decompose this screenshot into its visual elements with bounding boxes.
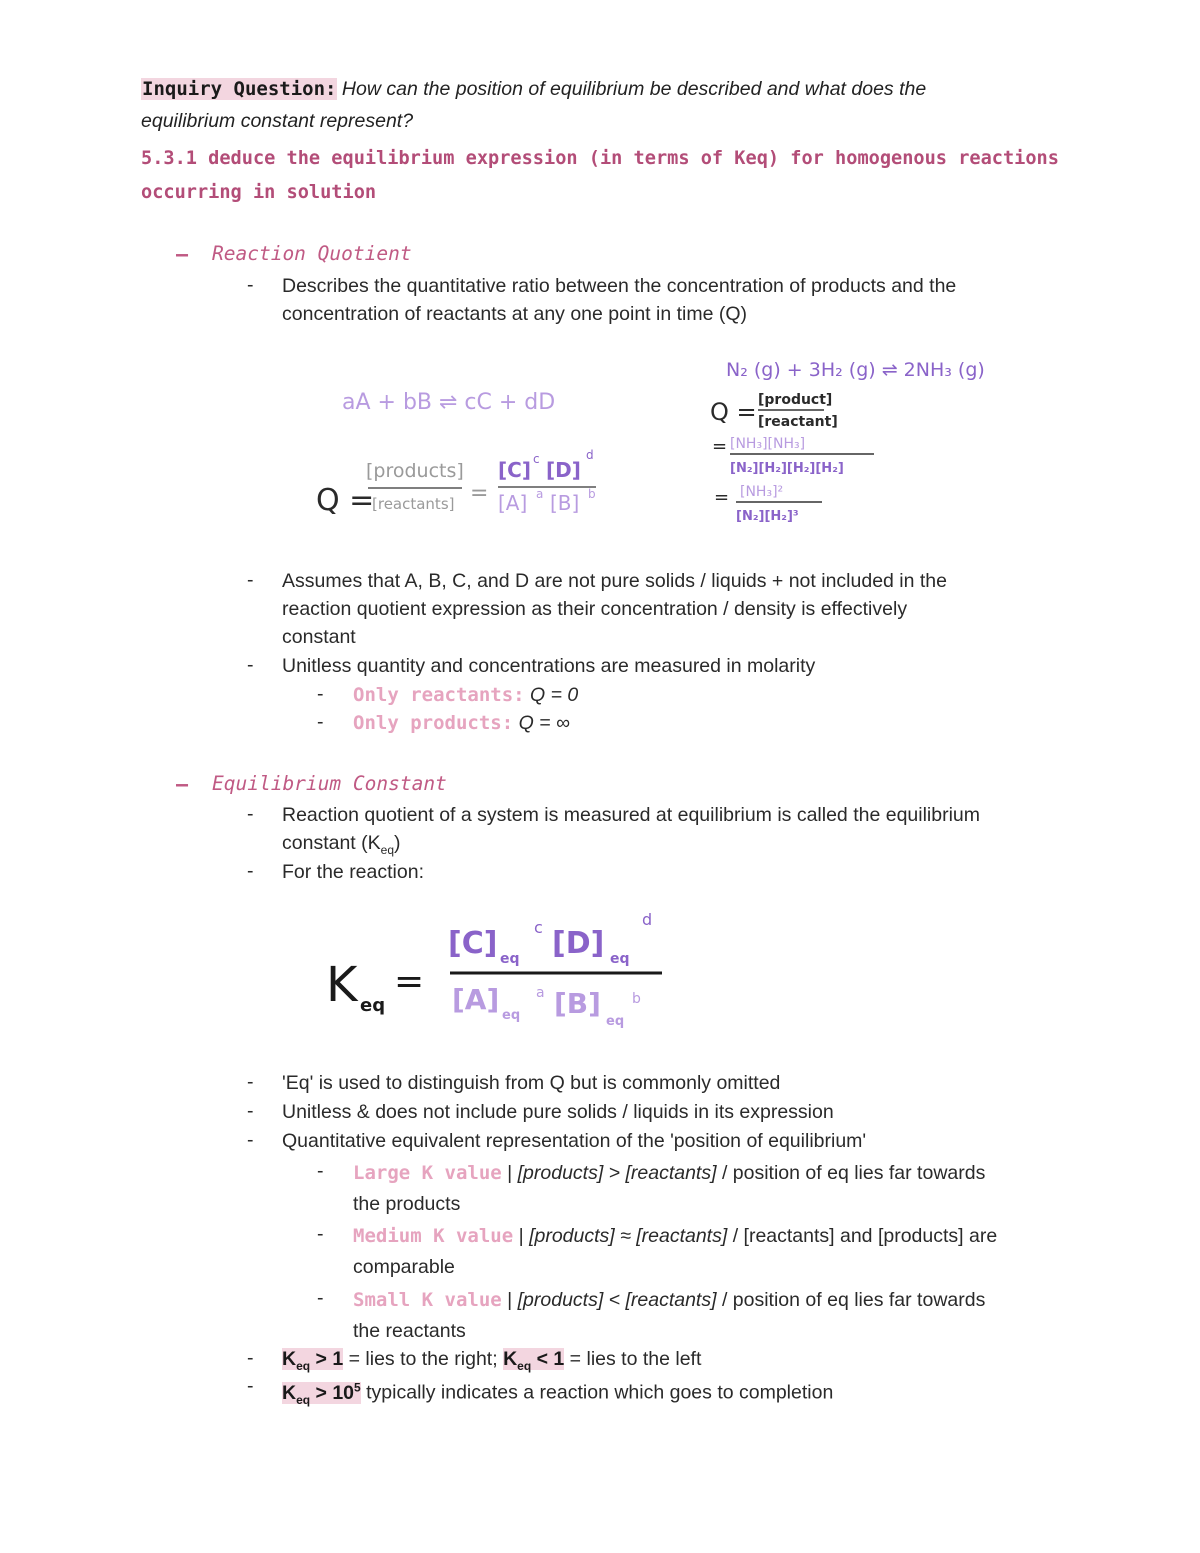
d-conc: [D] [546,458,581,482]
product-word: [product] [758,392,833,408]
large-k-rest: / position of eq lies far towards [716,1162,986,1184]
formula-d-exp: d [642,910,653,929]
reaction-quotient-heading [176,242,188,266]
for-reaction: For the reaction: [282,861,424,883]
bullet-dash: - [247,1100,254,1122]
reactants-word: [reactants] [372,495,455,513]
bullet-dash: - [247,803,254,825]
inquiry-question [141,74,1121,136]
bullet-dash: – [176,772,189,796]
general-reaction: aA + bB ⇌ cC + dD [342,390,556,415]
bullet-dash: - [247,1071,254,1093]
formula-b-sub: eq [606,1014,625,1029]
d-exp: d [586,448,594,462]
bullet-dash: – [176,242,189,266]
formula-d: [D] [552,926,605,961]
b-exp: b [588,487,596,501]
large-k-item: Large K value | [products] > [reactants] / position of eq lies far towards the products [353,1158,1073,1220]
rq-general-diagram [300,375,620,525]
only-products-value: Q = ∞ [518,712,570,734]
formula-a-sub: eq [502,1008,521,1023]
large-k-rest2: the products [353,1193,461,1215]
keq-k: K [326,957,358,1013]
quant-note: Quantitative equivalent representation of the 'position of equilibrium' [282,1130,867,1152]
bullet-dash: - [317,711,324,733]
bullet-dash: - [247,1347,254,1369]
bullet-dash: - [317,1160,324,1182]
small-k-relation: [products] < [reactants] [517,1289,717,1311]
inquiry-line2: equilibrium constant represent? [141,110,414,132]
only-reactants [353,681,578,709]
n2-h2-product: [N₂][H₂][H₂][H₂] [730,461,844,476]
formula-d-sub: eq [610,951,630,967]
medium-k-rest2: comparable [353,1256,455,1278]
large-k-label: Large K value [353,1162,502,1184]
keq-def-sub: eq [380,842,394,857]
bullet-dash: - [317,1223,324,1245]
bullet-dash: - [247,860,254,882]
equals-sign: = [470,481,489,506]
keq-gt-10-5: $K_{eq} > 10^5$ [282,1380,361,1407]
medium-k-label: Medium K value [353,1225,514,1247]
rq-unitless: Unitless quantity and concentrations are measured in molarity [282,655,816,677]
inquiry-label: Inquiry Question: [142,78,337,100]
formula-b: [B] [554,987,601,1020]
only-reactants-label: Only reactants: [353,684,525,706]
only-products [353,709,570,737]
b-conc: [B] [550,491,580,515]
bullet-dash: - [247,654,254,676]
only-reactants-value: Q = 0 [530,684,579,706]
formula-b-exp: b [632,991,641,1007]
keq-gt-1: $K_{eq} > 1$ [282,1348,344,1373]
rq-assumption [282,567,1082,651]
formula-c-exp: c [534,918,543,937]
keq-def-close: ) [394,832,401,854]
keq-sub: eq [360,995,386,1016]
formula-c: [C] [448,926,498,961]
c-conc: [C] [498,458,531,482]
keq-def-text: constant (K [282,832,381,854]
small-k-item: Small K value | [products] < [reactants] / position of eq lies far towards the reactants [353,1285,1073,1347]
q-symbol: Q = [316,483,375,518]
inquiry-line1: How can the position of equilibrium be described and what does the [341,78,927,100]
assumes-line2: reaction quotient expression as their concentration / density is effectively [282,598,908,620]
formula-a-exp: a [536,985,545,1001]
nh3-squared: [NH₃]² [740,484,784,500]
bullet-dash: - [317,1287,324,1309]
bullet-dash: - [247,1129,254,1151]
bullet-dash: - [247,274,254,296]
ammonia-reaction: N₂ (g) + 3H₂ (g) ⇌ 2NH₃ (g) [726,359,985,381]
keq-right-text: = lies to the right; [343,1348,504,1370]
medium-k-rest: / [reactants] and [products] are [727,1225,998,1247]
bullet-dash: - [247,1375,254,1397]
small-k-label: Small K value [353,1289,502,1311]
keq-equals: = [394,961,425,1002]
rq-ammonia-diagram [700,348,1020,533]
q-symbol: Q = [710,398,757,426]
formula-c-sub: eq [500,951,520,967]
rq-desc-line1: Describes the quantitative ratio between the concentration of products and the [282,275,957,297]
unitless-note: Unitless & does not include pure solids / liquids in its expression [282,1101,834,1123]
keq-left-text: = lies to the left [564,1348,702,1370]
c-exp: c [533,452,540,466]
medium-k-relation: [products] ≈ [reactants] [529,1225,728,1247]
small-k-rest2: the reactants [353,1320,466,1342]
keq-completion [282,1373,833,1413]
equals-sign: = [712,436,728,457]
keq-def-line1: Reaction quotient of a system is measured at equilibrium is called the equilibrium [282,804,981,826]
reaction-quotient-title: Reaction Quotient [212,242,412,265]
products-word: [products] [366,460,464,482]
rq-description [282,272,1082,328]
equals-sign: = [714,487,730,508]
a-exp: a [536,487,544,501]
assumes-line1: Assumes that A, B, C, and D are not pure solids / liquids + not included in the [282,570,947,592]
large-k-relation: [products] > [reactants] [517,1162,717,1184]
assumes-line3: constant [282,626,356,648]
keq-formula [320,905,680,1040]
rq-desc-line2: concentration of reactants at any one point in time (Q) [282,303,748,325]
reactant-word: [reactant] [758,414,838,430]
medium-k-item: Medium K value | [products] ≈ [reactants] / [reactants] and [products] are comparable [353,1221,1073,1283]
n2-h2-cubed: [N₂][H₂]³ [736,509,799,524]
outcome-line2: occurring in solution [141,182,377,203]
bullet-dash: - [317,683,324,705]
bullet-dash: - [247,569,254,591]
formula-a: [A] [452,983,500,1016]
only-products-label: Only products: [353,712,514,734]
nh3-product: [NH₃][NH₃] [730,436,806,452]
keq-definition [282,801,1082,864]
eq-note: 'Eq' is used to distinguish from Q but is commonly omitted [282,1072,781,1094]
syllabus-outcome [141,142,1141,210]
outcome-line1: 5.3.1 deduce the equilibrium expression (in terms of Keq) for homogenous reactions [141,148,1059,169]
a-conc: [A] [498,491,528,515]
keq-lt-1: $K_{eq} < 1$ [503,1348,565,1373]
equilibrium-constant-title: Equilibrium Constant [212,772,447,795]
keq-completion-text: typically indicates a reaction which goes to completion [360,1381,834,1404]
small-k-rest: / position of eq lies far towards [716,1289,986,1311]
